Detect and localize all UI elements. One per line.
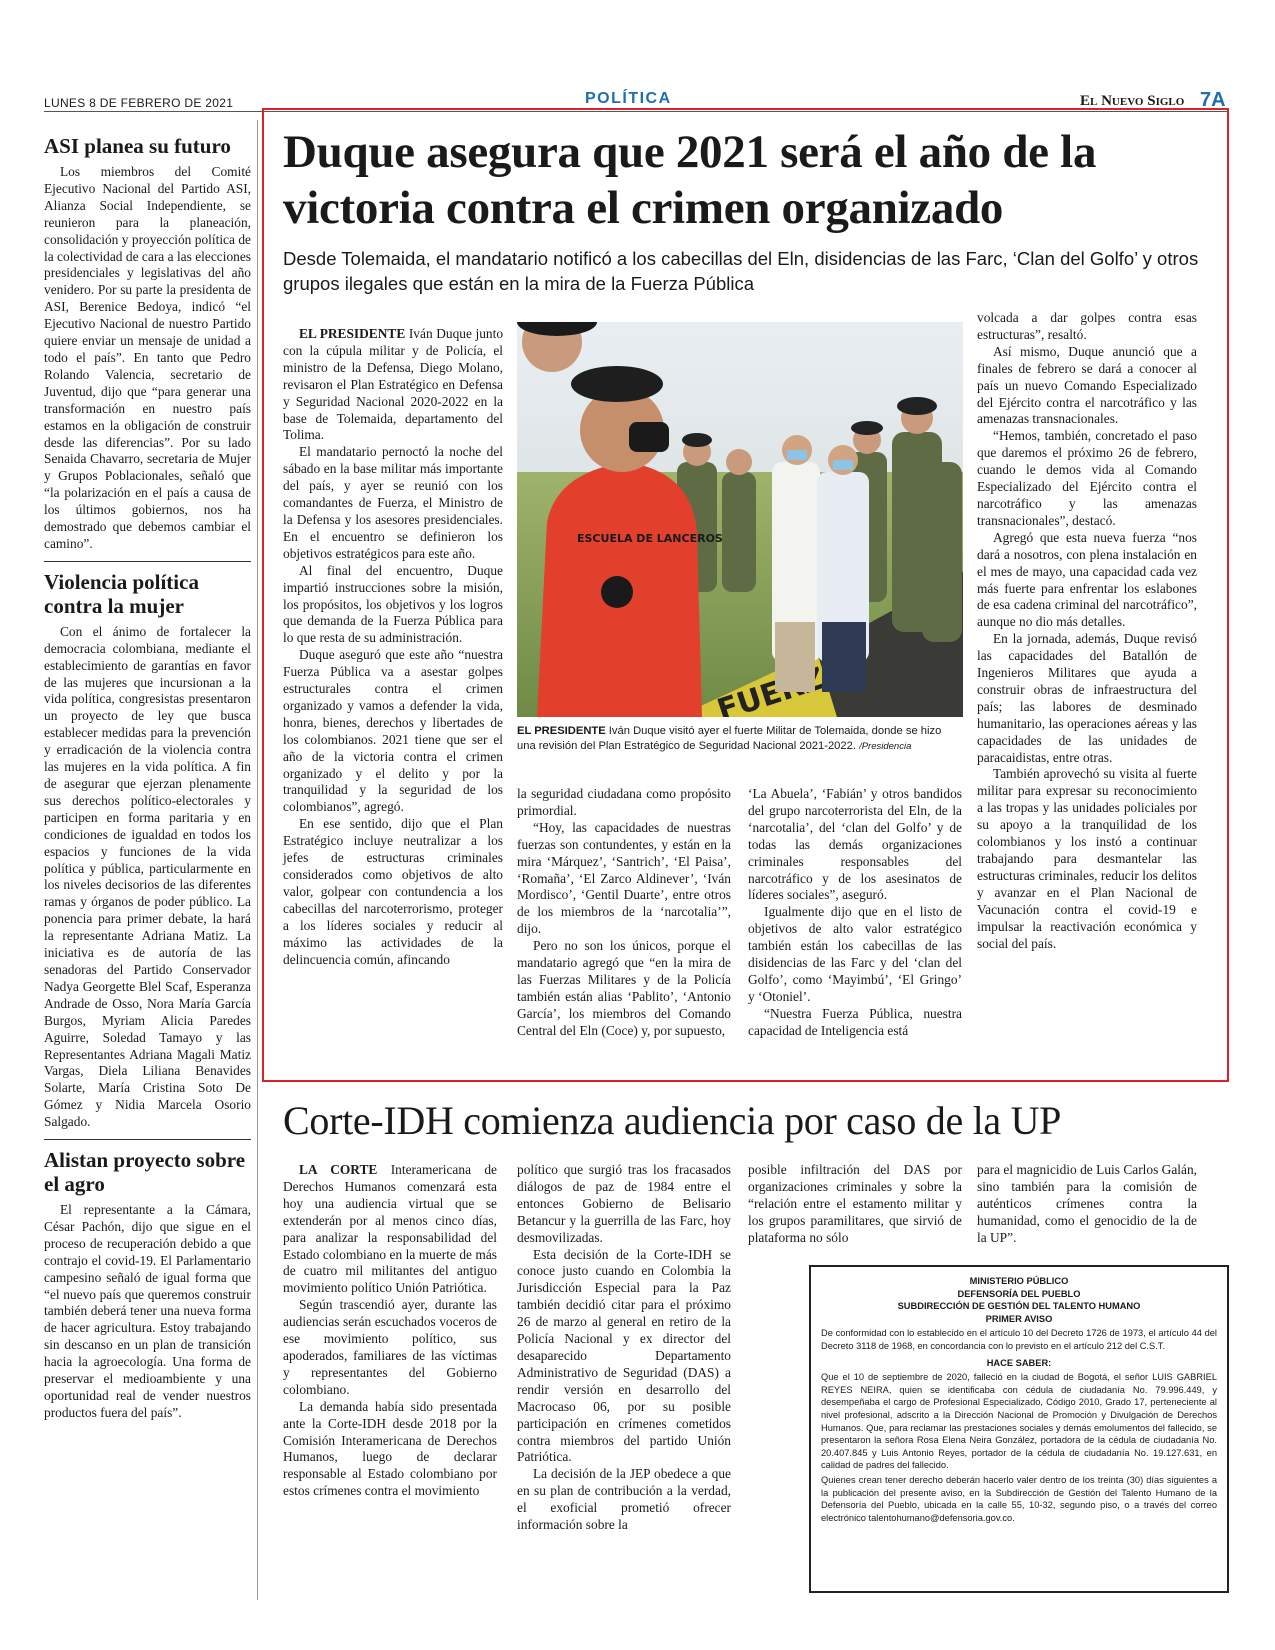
- photo-credit: /Presidencia: [859, 740, 912, 752]
- paragraph: En la jornada, además, Duque revisó las capacidades del Batallón de Ingenieros Militares que ayuda a construir obras de infraestructura del país; las labores de desminado humanitario, las operaciones aéreas y las capacidades de las unidades de paracaidistas, entre otras.: [977, 631, 1197, 765]
- lead-text: Iván Duque junto con la cúpula militar y de Policía, el ministro de la Defensa, Diego Molano, revisaron el Plan Estratégico en Defensa y Seguridad Nacional 2020-2022 en la base de Tolemaida, departamento del Tolima.: [283, 326, 504, 443]
- paragraph: La decisión de la JEP obedece a que en su plan de contribución a la verdad, el exoficial prometió ofrecer información sobre la: [517, 1466, 731, 1533]
- sidebar-divider: [44, 1139, 251, 1140]
- main-article-photo: [517, 322, 963, 717]
- paragraph: Agregó que esta nueva fuerza “nos dará a nosotros, con plena instalación en el mes de mayo, una capacidad cada vez más fuerte para enfrentar los eslabones de esa cadena criminal del narcotráfico”, aunque no dio más detalles.: [977, 529, 1197, 630]
- paragraph: La demanda había sido presentada ante la Corte-IDH desde 2018 por la Comisión Interamericana de Derechos Humanos, luego de declarar responsable al Estado colombiano por estos crímenes contra el movimiento: [283, 1398, 497, 1499]
- lead-text: Interamericana de Derechos Humanos comenzará esta hoy una audiencia virtual que se extenderán por al menos cinco días, para analizar la responsabilidad del Estado colombiano en la muerte de más de cuatro mil militantes del antiguo movimiento político Unión Patriótica.: [283, 1162, 498, 1296]
- main-article-column-1: [283, 326, 503, 968]
- sidebar-article-title: ASI planea su futuro: [44, 134, 231, 158]
- notice-line: SUBDIRECCIÓN DE GESTIÓN DEL TALENTO HUMANO: [897, 1301, 1141, 1312]
- notice-body: Quienes crean tener derecho deberán hacerlo valer dentro de los treinta (30) días siguientes a la publicación del presente aviso, en la Subdirección de Gestión del Talento Humano de la Defensoría del Pueblo, ubicada en la calle 55, 10-32, segundo piso, o a través del correo electrónico talentohumano@defensoria.gov.co.: [821, 1474, 1217, 1523]
- corte-article-column-1: [283, 1162, 497, 1500]
- notice-line: DEFENSORÍA DEL PUEBLO: [957, 1288, 1081, 1299]
- paragraph: “Nuestra Fuerza Pública, nuestra capacidad de Inteligencia está: [748, 1005, 962, 1038]
- paragraph: Pero no son los únicos, porque el mandatario agregó que “en la mira de las Fuerzas Militares y de la Policía también están alias ‘Pablito’, ‘Antonio García’, los miembros del Comando Central del Eln (Coce) y, por supuesto,: [517, 938, 731, 1038]
- lead-kicker: LA CORTE: [299, 1162, 378, 1177]
- lead-paragraph: [283, 326, 503, 444]
- notice-intro: De conformidad con lo establecido en el artículo 10 del Decreto 1726 de 1973, el artículo 44 del Decreto 3118 de 1968, en concordancia con lo previsto en el artículo 212 del C.S.T.: [821, 1328, 1217, 1351]
- sidebar-article-body: [44, 624, 251, 1131]
- sidebar-article: [44, 134, 251, 553]
- main-article-headline: Duque asegura que 2021 será el año de la victoria contra el crimen organizado: [283, 126, 1097, 234]
- main-article-column-2: [517, 786, 731, 1040]
- paragraph: Duque aseguró que este año “nuestra Fuerza Pública va a asestar golpes estructurales contra el crimen organizado y vamos a defender la vida, honra, bienes, derechos y libertades de los colombianos. 2021 tiene que ser el año de la victoria contra el crimen organizado y el delito y por la tranquilidad y la seguridad de los colombianos”, agregó.: [283, 647, 503, 815]
- corte-article-column-2: [517, 1162, 731, 1534]
- paragraph: la seguridad ciudadana como propósito primordial.: [517, 786, 731, 818]
- corte-article-headline: Corte-IDH comienza audiencia por caso de la UP: [283, 1098, 1062, 1143]
- sidebar-divider: [44, 561, 251, 562]
- paragraph: Igualmente dijo que en el listo de objetivos de alto valor estratégico también están los cabecillas de las disidencias de las Farc y del ‘clan del Golfo’, como ‘Mayimbú’, ‘El Gringo’ y ‘Otoniel’.: [748, 904, 962, 1004]
- paragraph: Los miembros del Comité Ejecutivo Nacional del Partido ASI, Alianza Social Independiente, se reunieron para la planeación, consolidación y proyección política de la colectividad de cara a las elecciones presidenciales y legislativas del año venidero. Por su parte la presidenta de ASI, Berenice Bedoya, indicó “el Ejecutivo Nacional de nuestro Partido quiere enviar un mensaje de unidad a todo el país”. En tanto que Pedro Rolando Valencia, secretario de Juventud, dijo que “para generar una transformación en nuestro país estamos en la obligación de construir desde las diferencias”. Por su lado Senaida Chavarro, secretaria de Mujer y Grupos Poblacionales, señaló que “la polarización en el país a causa de los últimos gobiernos, nos ha demostrado que debemos cambiar el camino”.: [44, 164, 251, 551]
- paragraph: Según trascendió ayer, durante las audiencias serán escuchados voceros de ese movimiento político, sus apoderados, familiares de las víctimas y representantes del Gobierno colombiano.: [283, 1297, 497, 1397]
- sidebar-article-title: Alistan proyecto sobre el agro: [44, 1148, 246, 1197]
- corte-article-column-3: [748, 1162, 962, 1247]
- paragraph: Así mismo, Duque anunció que a finales de febrero se dará a conocer al país un nuevo Comando Especializado del Ejército contra el narcotráfico y las amenazas transnacionales.: [977, 343, 1197, 427]
- legal-notice-box: [809, 1265, 1229, 1593]
- sidebar-article-title: Violencia política contra la mujer: [44, 569, 199, 618]
- newspaper-name: El Nuevo Siglo: [1080, 93, 1185, 109]
- page-number: 7A: [1200, 89, 1226, 111]
- sidebar-article: [44, 570, 251, 1131]
- sidebar-article-body: [44, 1202, 251, 1422]
- section-name: POLÍTICA: [585, 90, 672, 107]
- caption-text: Iván Duque visitó ayer el fuerte Militar de Tolemaida, donde se hizo una revisión del Plan Estratégico de Seguridad Nacional 2021-2022.: [517, 725, 942, 752]
- main-article-column-3: [748, 786, 962, 1040]
- notice-line: PRIMER AVISO: [985, 1313, 1053, 1324]
- paragraph: Esta decisión de la Corte-IDH se conoce justo cuando en Colombia la Jurisdicción Especial para la Paz también decidió citar para el próximo 26 de marzo al general en retiro de la Policía Nacional y ex director del desaparecido Departamento Administrativo de Seguridad (DAS) a rendir versión en desarrollo del Macrocaso 06, por su posible participación en crímenes cometidos contra miembros del partido Unión Patriótica.: [517, 1246, 731, 1465]
- paragraph: “Hoy, las capacidades de nuestras fuerzas son contundentes, y están en la mira ‘Márquez’, ‘Santrich’, ‘El Paisa’, ‘Romaña’, ‘El Zarco Aldinever’, ‘Iván Mordisco’, ‘Gentil Duarte’, entre otros de los miembros de la ‘narcotalia’”, dijo.: [517, 819, 731, 937]
- sidebar-column-rule: [257, 120, 258, 1600]
- paragraph: para el magnicidio de Luis Carlos Galán, sino también para la comisión de auténticos crímenes contra la humanidad, como el genocidio de la de la UP”.: [977, 1162, 1197, 1245]
- sidebar-article: [44, 1148, 251, 1422]
- caption-kicker: EL PRESIDENTE: [517, 725, 606, 737]
- paragraph: Al final del encuentro, Duque impartió instrucciones sobre la misión, los propósitos, los objetivos y los logros que demanda de la Fuerza Pública para lo que resta de su administración.: [283, 562, 503, 646]
- paragraph: También aprovechó su visita al fuerte militar para expresar su reconocimiento a las tropas y las unidades policiales por su apoyo a la tranquilidad de los colombianos y los instó a continuar trabajando para desmantelar las estructuras criminales, reducir los delitos y avanzar en el Plan Nacional de Vacunación contra el covid-19 e impulsar la reactivación económica y social del país.: [977, 766, 1197, 951]
- paragraph: Con el ánimo de fortalecer la democracia colombiana, mediante el establecimiento de garantías en favor de las mujeres que incursionan a la vida política, congresistas presentaron un proyecto de ley que busca establecer medidas para la prevención y erradicación de la violencia contra las mujeres en la vida política. A fin de asegurar que ejerzan plenamente sus derechos político-electorales y participen en forma paritaria y en condiciones de igualdad en todos los espacios y funciones de la vida política y pública, particularmente en los niveles decisorios de las diferentes ramas y órganos de poder público. La ponencia para primer debate, la hará la representante Adriana Matiz. La iniciativa es de autoría de las senadoras del Partido Conservador Nadya Georgette Blel Scaf, Esperanza Andrade de Osso, Nora María García Burgos, Myriam Alicia Paredes Aguirre, Soledad Tamayo y las Representantes Adriana Magali Matiz Vargas, Diela Liliana Benavides Solarte, María Cristina Soto De Gómez y Nidia Marcela Osorio Salgado.: [44, 623, 251, 1130]
- paragraph: volcada a dar golpes contra esas estructuras”, resaltó.: [977, 310, 1197, 342]
- sidebar-article-body: [44, 164, 251, 553]
- lead-paragraph: [283, 1162, 497, 1297]
- main-article-subtitle: Desde Tolemaida, el mandatario notificó a los cabecillas del Eln, disidencias de las Farc, ‘Clan del Golfo’ y otros grupos ilegales que están en la mira de la Fuerza Pública: [283, 248, 1199, 294]
- paragraph: político que surgió tras los fracasados diálogos de paz de 1984 entre el entonces Gobierno de Belisario Betancur y la guerrilla de las Farc, hoy desmovilizadas.: [517, 1162, 731, 1245]
- notice-heading: HACE SABER:: [986, 1357, 1052, 1368]
- paragraph: ‘La Abuela’, ‘Fabián’ y otros bandidos del grupo narcoterrorista del Eln, de la ‘narcotalia’, del ‘clan del Golfo’ y de todas las demás organizaciones criminales responsables del narcotráfico y de los asesinatos de líderes sociales”, aseguró.: [748, 786, 962, 903]
- paragraph: El mandatario pernoctó la noche del sábado en la base militar más importante del país, y ayer se reunió con los comandantes de Fuerza, el Ministro de la Defensa y los asesores presidenciales. En el encuentro se definieron los objetivos estratégicos para este año.: [283, 444, 503, 561]
- lead-kicker: EL PRESIDENTE: [299, 326, 406, 341]
- photo-caption: [517, 724, 963, 754]
- sidebar: [44, 134, 251, 1422]
- soldiers-photo: [517, 322, 963, 717]
- notice-line: MINISTERIO PÚBLICO: [969, 1276, 1069, 1286]
- issue-date: LUNES 8 DE FEBRERO DE 2021: [44, 96, 234, 110]
- shirt-text: ESCUELA DE LANCEROS: [577, 532, 723, 545]
- main-article-column-4: [977, 310, 1197, 952]
- corte-article-column-4: [977, 1162, 1197, 1247]
- paragraph: El representante a la Cámara, César Pachón, dijo que sigue en el proceso de recuperación debido a que contrajo el covid-19. El Parlamentario campesino señaló de igual forma que “el nuevo país que queremos construir también deberá tener una nueva forma de hacer agricultura. Estoy trabajando sin descanso en un plan de transición hacia la agroecología. Una forma de preservar el medioambiente y una oportunidad real de vender nuestros productos fuera del país”.: [44, 1202, 251, 1420]
- notice-body: Que el 10 de septiembre de 2020, falleció en la ciudad de Bogotá, el señor LUIS GABRIEL REYES NEIRA, quien se identificaba con cédula de ciudadanía No. 79.996.449, y desempeñaba el cargo de Profesional Especializado, Código 2010, Grado 17, perteneciente al nivel profesional, adscrito a la Dirección Nacional de Promoción y Divulgación de Derechos Humanos. Que, para reclamar las prestaciones sociales y demás emolumentos del fallecido, se presentaron la señora Rosa Elena Neira González, portadora de la cédula de ciudadanía No. 20.407.845 y Luis Antonio Reyes, portador de la cédula de ciudadanía No. 19.127.631, en calidad de padres del fallecido.: [821, 1372, 1217, 1471]
- paragraph: “Hemos, también, concretado el paso que daremos el próximo 26 de febrero, cuando le demos vida al Comando Especializado del Ejército contra el narcotráfico y las amenazas transnacionales”, destacó.: [977, 428, 1197, 528]
- paragraph: posible infiltración del DAS por organizaciones criminales y sobre la “relación entre el estamento militar y los grupos paramilitares, que sirvió de plataforma no sólo: [748, 1162, 962, 1245]
- paragraph: En ese sentido, dijo que el Plan Estratégico incluye neutralizar a los jefes de estructuras criminales considerados como objetivos de alto valor, golpear con contundencia a los cabecillas del narcoterrorismo, proteger a los líderes sociales y reducir al máximo las actividades de la delincuencia común, afincando: [283, 816, 503, 967]
